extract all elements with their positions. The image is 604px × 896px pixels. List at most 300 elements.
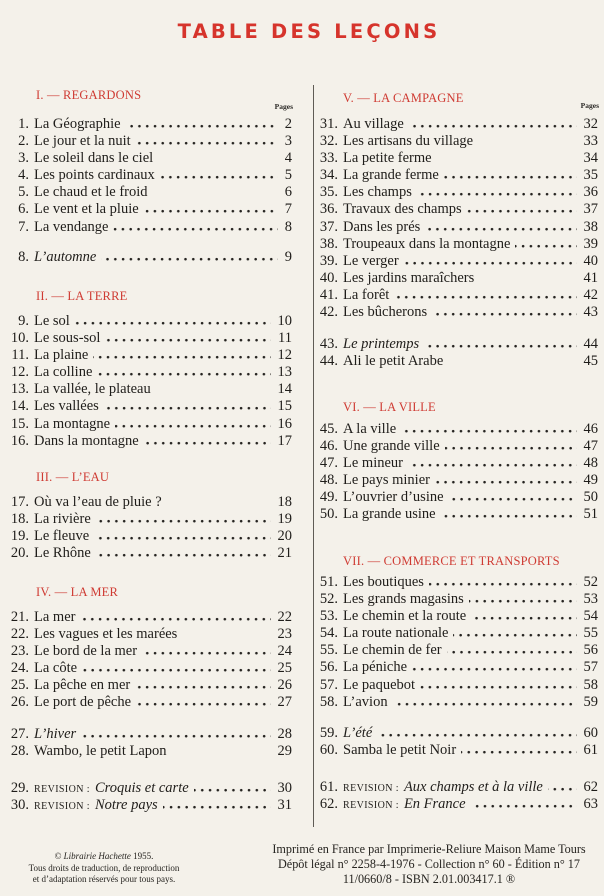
lesson-label [343,608,466,625]
page-number: 35 [583,167,598,184]
lesson-label [343,455,403,472]
toc-entry [315,659,598,676]
lesson-title: La vendange [34,218,109,235]
toc-entry [6,249,292,266]
lesson-title: Le bord de la mer [34,643,138,660]
lesson-number: 30. [10,797,29,814]
lesson-title: La grande ferme [343,167,439,184]
toc-entry [6,381,292,398]
lesson-number: 4. [18,167,29,184]
section-heading: V. — LA CAMPAGNE [343,91,464,105]
lesson-label [34,150,153,167]
lesson-title: Les champs [343,184,412,201]
dot-leader [126,124,278,128]
page-number: 6 [284,184,292,201]
page-number: 24 [277,643,292,660]
dot-leader [448,361,576,365]
toc-entry [315,133,598,150]
dot-leader [105,338,271,342]
toc-entry [315,725,598,742]
lesson-title: Aux champs et à la ville [403,779,543,795]
toc-entry [6,116,292,133]
dot-leader [167,502,271,506]
page-number: 52 [583,574,598,590]
lesson-title: A la ville [343,421,397,437]
dot-leader [94,536,270,540]
toc-entry [315,304,598,321]
toc-entry [315,591,598,608]
lesson-title: Ali le petit Arabe [343,353,444,370]
dot-leader [172,751,271,755]
lesson-number: 52. [319,591,338,608]
dot-leader [81,734,270,738]
dot-leader [447,650,577,654]
page-number: 18 [277,494,292,510]
dot-leader [93,355,270,359]
page-number: 36 [583,184,598,201]
lesson-title: Le port de pêche [34,694,132,711]
lesson-title: Le sol [34,313,70,329]
lesson-number: 59. [319,725,338,741]
lesson-list [6,726,292,760]
lesson-label [34,201,139,218]
lesson-number: 41. [319,286,338,303]
toc-entry [315,270,598,287]
section-heading: IV. — LA MER [36,585,119,599]
lesson-title: Le paquebot [343,676,416,693]
lesson-label [343,421,396,438]
page-number: 16 [277,415,292,432]
lesson-list [315,116,598,321]
toc-entry [6,494,292,511]
publisher-name: Librairie Hachette [63,851,131,861]
toc-entry [6,364,292,381]
dot-leader [101,257,277,261]
lesson-label [343,489,444,506]
lesson-list [6,780,292,814]
page-number: 45 [583,353,598,370]
lesson-title: Les bûcherons [343,304,428,321]
lesson-list [315,574,598,711]
page-number: 12 [277,347,292,364]
lesson-label [343,270,474,287]
lesson-number: 15. [10,415,29,432]
toc-entry [6,184,292,201]
lesson-title: Le printemps [343,336,420,352]
dot-leader [135,685,270,689]
lesson-number: 8. [18,249,29,265]
dot-leader [194,788,271,792]
lesson-label [343,725,372,742]
toc-entry [6,626,292,643]
dot-leader [394,295,576,299]
toc-entry [6,677,292,694]
dot-leader [435,480,577,484]
lesson-label [34,726,76,743]
page-number: 8 [284,218,292,235]
toc-entry [315,625,598,642]
toc-entry [6,416,292,433]
lesson-title: Samba le petit Noir [343,742,457,759]
page-number: 40 [583,252,598,269]
dot-leader [424,344,576,348]
copyright-notice [8,851,200,886]
revision-label: REVISION : [34,801,90,813]
imprint-line: Dépôt légal n° 2258-4-1976 - Collection n° 60 - Édition n° 17 [278,857,580,871]
section-heading: VI. — LA VILLE [343,400,436,414]
page-number: 47 [583,438,598,455]
page-number: 62 [583,779,598,795]
lesson-title: La pêche en mer [34,677,131,694]
toc-entry [6,609,292,626]
lesson-number: 51. [319,574,338,590]
dot-leader [461,750,576,754]
lesson-label [34,381,151,398]
page-number: 27 [277,694,292,711]
lesson-label [343,779,543,797]
lesson-title: Les grands magasins [343,591,464,608]
lesson-label [34,545,91,562]
lesson-list [6,494,292,562]
lesson-list [315,725,598,759]
toc-entry [315,167,598,184]
lesson-label [343,304,427,321]
lesson-list [6,609,292,712]
dot-leader [409,124,577,128]
lesson-title: Une grande ville [343,438,440,455]
lesson-number: 34. [319,167,338,184]
lesson-number: 61. [319,779,338,795]
dot-leader [401,429,576,433]
lesson-list [6,116,292,236]
lesson-label [343,659,407,676]
page-number: 54 [583,608,598,625]
page-number: 61 [583,742,598,759]
page-number: 26 [277,677,292,694]
lesson-title: En France [403,796,466,813]
toc-entry [315,506,598,523]
dot-leader [142,651,270,655]
dot-leader [97,372,270,376]
lesson-title: La plaine [34,347,89,364]
lesson-label [343,574,424,591]
lesson-label [34,694,131,711]
dot-leader [432,312,576,316]
lesson-list [6,249,292,266]
toc-entry [6,133,292,150]
section-heading: VII. — COMMERCE ET TRANSPORTS [343,554,560,568]
toc-entry [315,608,598,625]
dot-leader [417,192,577,196]
lesson-number: 9. [18,313,29,329]
dot-leader [144,209,278,213]
lesson-number: 23. [10,643,29,660]
lesson-label [343,591,464,608]
lesson-label [343,236,510,253]
lesson-number: 32. [319,133,338,150]
lesson-title: Le jour et la nuit [34,133,131,150]
page-number: 20 [277,528,292,545]
page-number: 50 [583,489,598,506]
rights-line: Tous droits de traduction, de reproduction [28,862,180,873]
lesson-title: La petite ferme [343,150,432,167]
dot-leader [441,514,577,518]
lesson-number: 50. [319,506,338,523]
dot-leader [404,261,577,265]
lesson-label [343,472,430,489]
lesson-label [343,219,420,236]
lesson-number: 46. [319,438,338,455]
lesson-label [34,528,89,545]
lesson-label [34,643,137,660]
lesson-number: 36. [319,201,338,218]
dot-leader [136,141,278,145]
lesson-title: La forêt [343,286,390,303]
page-number: 9 [284,249,292,265]
lesson-list [315,336,598,370]
lesson-number: 20. [10,545,29,562]
lesson-number: 44. [319,353,338,370]
dot-leader [449,497,577,501]
page-number: 28 [277,726,292,742]
lesson-title: Wambo, le petit Lapon [34,743,167,760]
lesson-number: 62. [319,796,338,813]
lesson-number: 5. [18,184,29,201]
lesson-number: 3. [18,150,29,167]
toc-entry [315,489,598,506]
lesson-number: 27. [10,726,29,742]
lesson-number: 1. [18,116,29,132]
lesson-number: 14. [10,398,29,415]
lesson-number: 21. [10,609,29,625]
copyright-line [8,851,200,863]
lesson-label [343,184,412,201]
lesson-title: Troupeaux dans la montagne [343,235,511,252]
toc-entry [315,642,598,659]
toc-entry [6,643,292,660]
dot-leader [437,158,577,162]
toc-entry [315,116,598,133]
lesson-label [34,364,92,381]
dot-leader [160,175,278,179]
toc-entry [6,398,292,415]
lesson-label [343,150,432,167]
lesson-title: La grande usine [343,506,436,523]
page-number: 11 [278,330,292,347]
lesson-number: 2. [18,133,29,150]
toc-entry [6,433,292,450]
page-number: 5 [284,167,292,184]
lesson-label [34,330,100,347]
page-number: 53 [583,591,598,608]
lesson-number: 60. [319,742,338,759]
lesson-title: Dans la montagne [34,432,139,449]
toc-entry [315,742,598,759]
toc-entry [6,528,292,545]
lesson-label [34,398,99,415]
lesson-list [315,779,598,813]
lesson-number: 17. [10,494,29,510]
lesson-title: La rivière [34,511,91,528]
lesson-label [34,494,162,511]
page-number: 63 [583,796,598,813]
page-number: 38 [583,218,598,235]
lesson-number: 12. [10,364,29,381]
lesson-number: 16. [10,432,29,449]
lesson-label [343,642,442,659]
lesson-label [34,743,167,760]
lesson-label [343,287,389,304]
toc-entry [315,253,598,270]
page-number: 4 [284,150,292,167]
page-number: 14 [277,381,292,398]
lesson-title: Au village [343,116,404,132]
lesson-number: 47. [319,455,338,472]
lesson-number: 13. [10,381,29,398]
toc-entry [6,201,292,218]
dot-leader [471,616,576,620]
lesson-label [34,677,130,694]
toc-entry [6,660,292,677]
page-number: 59 [583,693,598,710]
toc-entry [6,743,292,760]
toc-entry [315,677,598,694]
lesson-list [6,313,292,450]
section-heading: I. — REGARDONS [36,88,142,102]
lesson-title: Les points cardinaux [34,167,155,184]
toc-entry [6,313,292,330]
lesson-number: 45. [319,421,338,437]
lesson-title: La péniche [343,659,408,676]
dot-leader [515,244,576,248]
page-title: TABLE DES LEÇONS [177,20,441,43]
page-number: 25 [277,660,292,677]
toc-entry [315,150,598,167]
toc-entry [315,184,598,201]
dot-leader [156,389,271,393]
printer-imprint [259,842,599,887]
dot-leader [408,463,577,467]
dot-leader [153,192,278,196]
lesson-list [315,421,598,524]
lesson-title: Les jardins maraîchers [343,269,475,286]
toc-entry [315,421,598,438]
page-number: 41 [583,269,598,286]
lesson-number: 43. [319,336,338,352]
imprint-line: Imprimé en France par Imprimerie-Reliure Maison Mame Tours [272,842,586,856]
toc-entry [6,545,292,562]
page-number: 7 [284,201,292,218]
lesson-label [34,116,121,133]
lesson-title: Les boutiques [343,574,424,590]
page-number: 43 [583,304,598,321]
lesson-number: 26. [10,694,29,711]
right-column [310,0,604,896]
lesson-title: La montagne [34,415,111,432]
lesson-title: Notre pays [94,797,158,814]
lesson-number: 22. [10,626,29,643]
page-number: 58 [583,676,598,693]
lesson-title: Les vallées [34,398,99,415]
page-number: 22 [277,609,292,625]
lesson-number: 40. [319,269,338,286]
dot-leader [80,617,270,621]
lesson-label [343,336,419,353]
toc-entry [6,511,292,528]
page-number: 17 [277,432,292,449]
page-number: 46 [583,421,598,437]
dot-leader [75,321,271,325]
lesson-title: Croquis et carte [94,780,189,796]
lesson-title: Le verger [343,252,399,269]
lesson-number: 42. [319,304,338,321]
dot-leader [144,441,271,445]
lesson-label [34,626,177,643]
toc-entry [6,726,292,743]
lesson-label [343,201,462,218]
page-number: 37 [583,201,598,218]
lesson-label [34,416,110,433]
lesson-title: La vallée, le plateau [34,381,151,398]
toc-entry [315,455,598,472]
lesson-label [34,347,88,364]
toc-entry [315,796,598,813]
page-number: 13 [277,364,292,381]
section-heading: III. — L’EAU [36,470,110,484]
lesson-label [343,438,440,455]
lesson-number: 38. [319,235,338,252]
lesson-number: 58. [319,693,338,710]
toc-entry [6,330,292,347]
page-number: 33 [583,133,598,150]
lesson-number: 54. [319,625,338,642]
lesson-label [343,133,473,150]
toc-entry [315,574,598,591]
lesson-title: Le chemin de fer [343,642,442,659]
copyright-year: 1955. [133,851,154,861]
dot-leader [115,424,270,428]
dot-leader [444,175,577,179]
toc-entry [315,201,598,218]
lesson-label [34,313,70,330]
page-number: 60 [583,725,598,741]
lesson-number: 18. [10,511,29,528]
page-number: 15 [277,398,292,415]
toc-entry [6,694,292,711]
lesson-number: 57. [319,676,338,693]
toc-entry [6,797,292,814]
lesson-title: L’avion [343,693,388,710]
lesson-number: 56. [319,659,338,676]
lesson-number: 28. [10,743,29,760]
lesson-label [34,219,108,236]
lesson-number: 6. [18,201,29,218]
toc-entry [6,780,292,797]
lesson-title: Le mineur [343,455,403,472]
page-number: 21 [277,545,292,562]
lesson-title: La route nationale [343,625,449,642]
toc-entry [6,167,292,184]
toc-entry [315,287,598,304]
lesson-number: 31. [319,116,338,132]
lesson-title: La côte [34,660,78,677]
toc-entry [315,353,598,370]
lesson-label [34,167,155,184]
toc-entry [6,347,292,364]
lesson-label [343,116,404,133]
lesson-number: 33. [319,150,338,167]
lesson-number: 39. [319,252,338,269]
